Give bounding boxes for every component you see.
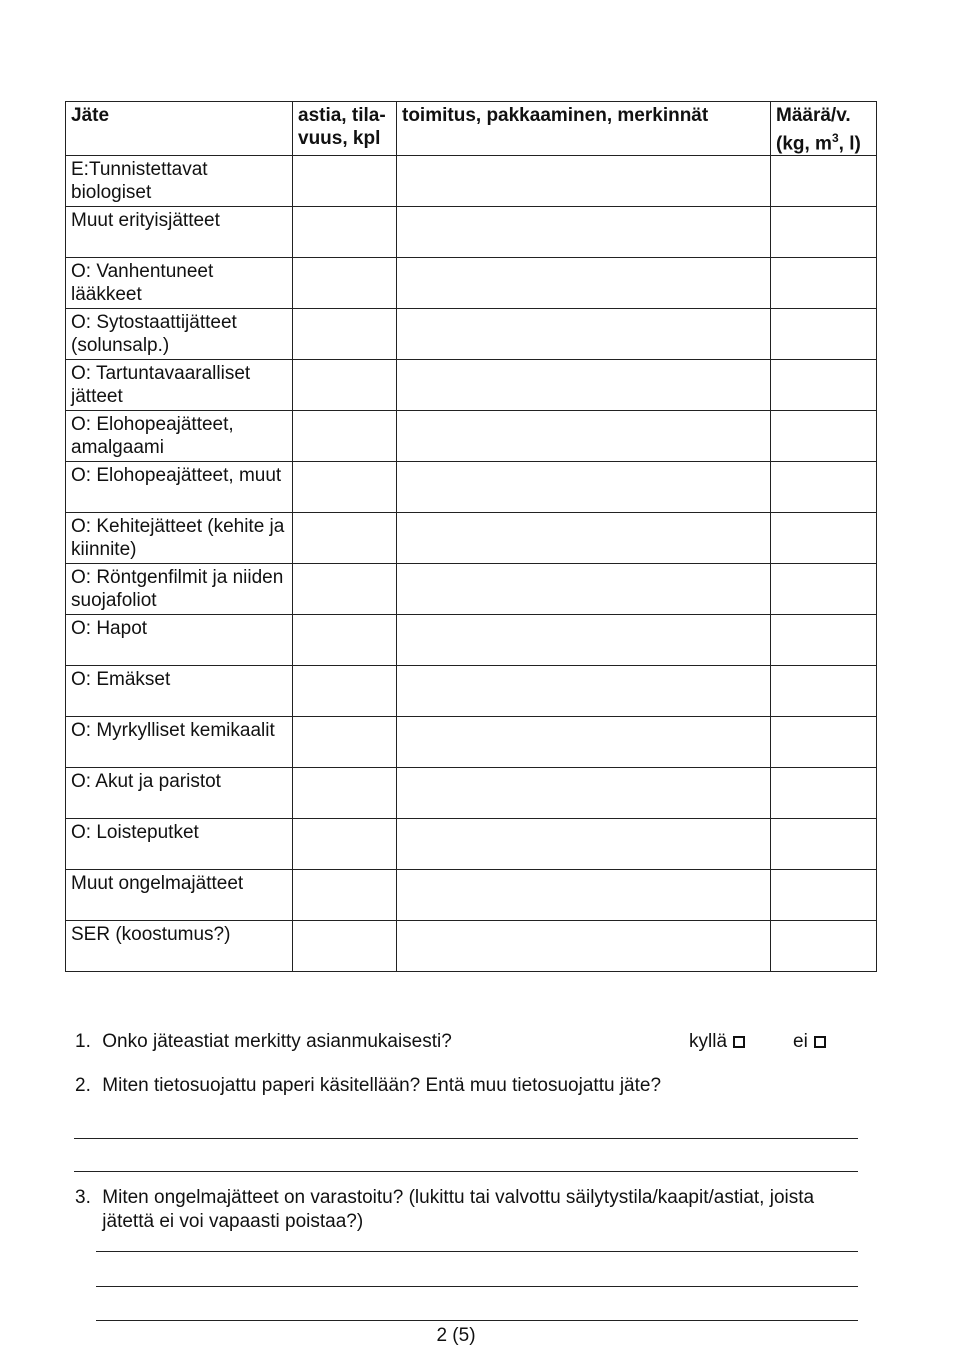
waste-type-cell: O: Loisteputket [66,819,293,870]
header-container [293,102,397,156]
table-row [66,462,877,513]
table-header-row [66,102,877,156]
container-cell[interactable] [293,870,397,921]
waste-table [65,101,877,972]
amount-cell[interactable] [771,717,877,768]
header-amount-unit-a: (kg, m [776,133,832,155]
container-cell[interactable] [293,564,397,615]
amount-cell[interactable] [771,819,877,870]
answer-line-q3-3[interactable] [96,1320,858,1321]
delivery-cell[interactable] [397,156,771,207]
table-row [66,921,877,972]
choice-no-label: ei [793,1031,808,1052]
page-number: 2 (5) [436,1325,476,1346]
delivery-cell[interactable] [397,309,771,360]
header-amount-line1: Määrä/v. [776,105,851,126]
table-row [66,870,877,921]
header-waste: Jäte [66,102,293,156]
container-cell[interactable] [293,411,397,462]
table-row [66,768,877,819]
waste-type-cell: O: Röntgenfilmit ja niiden suojafoliot [66,564,293,615]
choice-yes-label: kyllä [689,1031,728,1052]
delivery-cell[interactable] [397,360,771,411]
delivery-cell[interactable] [397,564,771,615]
waste-type-cell: O: Sytostaattijätteet (solunsalp.) [66,309,293,360]
delivery-cell[interactable] [397,870,771,921]
checkbox-no[interactable] [814,1036,826,1048]
waste-type-cell: SER (koostumus?) [66,921,293,972]
table-row [66,411,877,462]
delivery-cell[interactable] [397,666,771,717]
table-row [66,819,877,870]
waste-type-cell: O: Kehitejätteet (kehite ja kiinnite) [66,513,293,564]
answer-line-q2-2[interactable] [74,1171,858,1172]
table-row [66,360,877,411]
amount-cell[interactable] [771,156,877,207]
amount-cell[interactable] [771,921,877,972]
question-2-text: Miten tietosuojattu paperi käsitellään? Entä muu tietosuojattu jäte? [102,1075,662,1096]
delivery-cell[interactable] [397,513,771,564]
amount-cell[interactable] [771,207,877,258]
delivery-cell[interactable] [397,462,771,513]
table-row [66,666,877,717]
waste-type-cell: Muut ongelmajätteet [66,870,293,921]
table-row [66,615,877,666]
container-cell[interactable] [293,258,397,309]
header-container-line2: vuus, kpl [298,128,381,149]
question-1 [75,1030,452,1054]
amount-cell[interactable] [771,564,877,615]
delivery-cell[interactable] [397,921,771,972]
amount-cell[interactable] [771,258,877,309]
header-delivery: toimitus, pakkaaminen, merkinnät [397,102,771,156]
waste-type-cell: O: Tartuntavaaralliset jätteet [66,360,293,411]
answer-line-q2-1[interactable] [74,1138,858,1139]
container-cell[interactable] [293,666,397,717]
header-amount [771,102,877,156]
header-container-line1: astia, tila- [298,105,386,126]
amount-cell[interactable] [771,870,877,921]
table-row [66,309,877,360]
answer-line-q3-1[interactable] [96,1251,858,1252]
question-1-number: 1. [75,1031,91,1052]
amount-cell[interactable] [771,462,877,513]
table-row [66,207,877,258]
waste-type-cell: E:Tunnistettavat biologiset [66,156,293,207]
container-cell[interactable] [293,462,397,513]
delivery-cell[interactable] [397,411,771,462]
question-3-number: 3. [75,1187,91,1208]
amount-cell[interactable] [771,666,877,717]
waste-type-cell: O: Myrkylliset kemikaalit [66,717,293,768]
delivery-cell[interactable] [397,819,771,870]
choice-yes[interactable] [689,1030,745,1054]
container-cell[interactable] [293,819,397,870]
container-cell[interactable] [293,513,397,564]
answer-line-q3-2[interactable] [96,1286,858,1287]
waste-type-cell: O: Emäkset [66,666,293,717]
delivery-cell[interactable] [397,717,771,768]
container-cell[interactable] [293,156,397,207]
question-1-text: Onko jäteastiat merkitty asianmukaisesti? [102,1031,452,1052]
checkbox-yes[interactable] [733,1036,745,1048]
question-2-number: 2. [75,1075,91,1096]
waste-type-cell: O: Elohopeajätteet, muut [66,462,293,513]
amount-cell[interactable] [771,411,877,462]
container-cell[interactable] [293,207,397,258]
delivery-cell[interactable] [397,207,771,258]
question-3-text-line1: Miten ongelmajätteet on varastoitu? (lukittu tai valvottu säilytystila/kaapit/astiat, joista [102,1187,815,1208]
container-cell[interactable] [293,921,397,972]
table-row [66,564,877,615]
header-amount-superscript: 3 [831,131,839,145]
delivery-cell[interactable] [397,615,771,666]
table-row [66,156,877,207]
amount-cell[interactable] [771,360,877,411]
container-cell[interactable] [293,717,397,768]
waste-type-cell: O: Akut ja paristot [66,768,293,819]
waste-type-cell: O: Elohopeajätteet, amalgaami [66,411,293,462]
amount-cell[interactable] [771,309,877,360]
table-row [66,258,877,309]
question-3-text-line2: jätettä ei voi vapaasti poistaa?) [102,1211,364,1232]
waste-type-cell: Muut erityisjätteet [66,207,293,258]
choice-no[interactable] [793,1030,826,1054]
amount-cell[interactable] [771,513,877,564]
waste-type-cell: O: Hapot [66,615,293,666]
container-cell[interactable] [293,360,397,411]
amount-cell[interactable] [771,768,877,819]
question-2 [75,1074,661,1098]
amount-cell[interactable] [771,615,877,666]
container-cell[interactable] [293,768,397,819]
table-row [66,513,877,564]
waste-type-cell: O: Vanhentuneet lääkkeet [66,258,293,309]
table-row [66,717,877,768]
table-body [66,156,877,972]
container-cell[interactable] [293,615,397,666]
delivery-cell[interactable] [397,258,771,309]
container-cell[interactable] [293,309,397,360]
header-amount-unit-b: , l) [838,133,861,155]
question-3 [75,1186,814,1234]
delivery-cell[interactable] [397,768,771,819]
